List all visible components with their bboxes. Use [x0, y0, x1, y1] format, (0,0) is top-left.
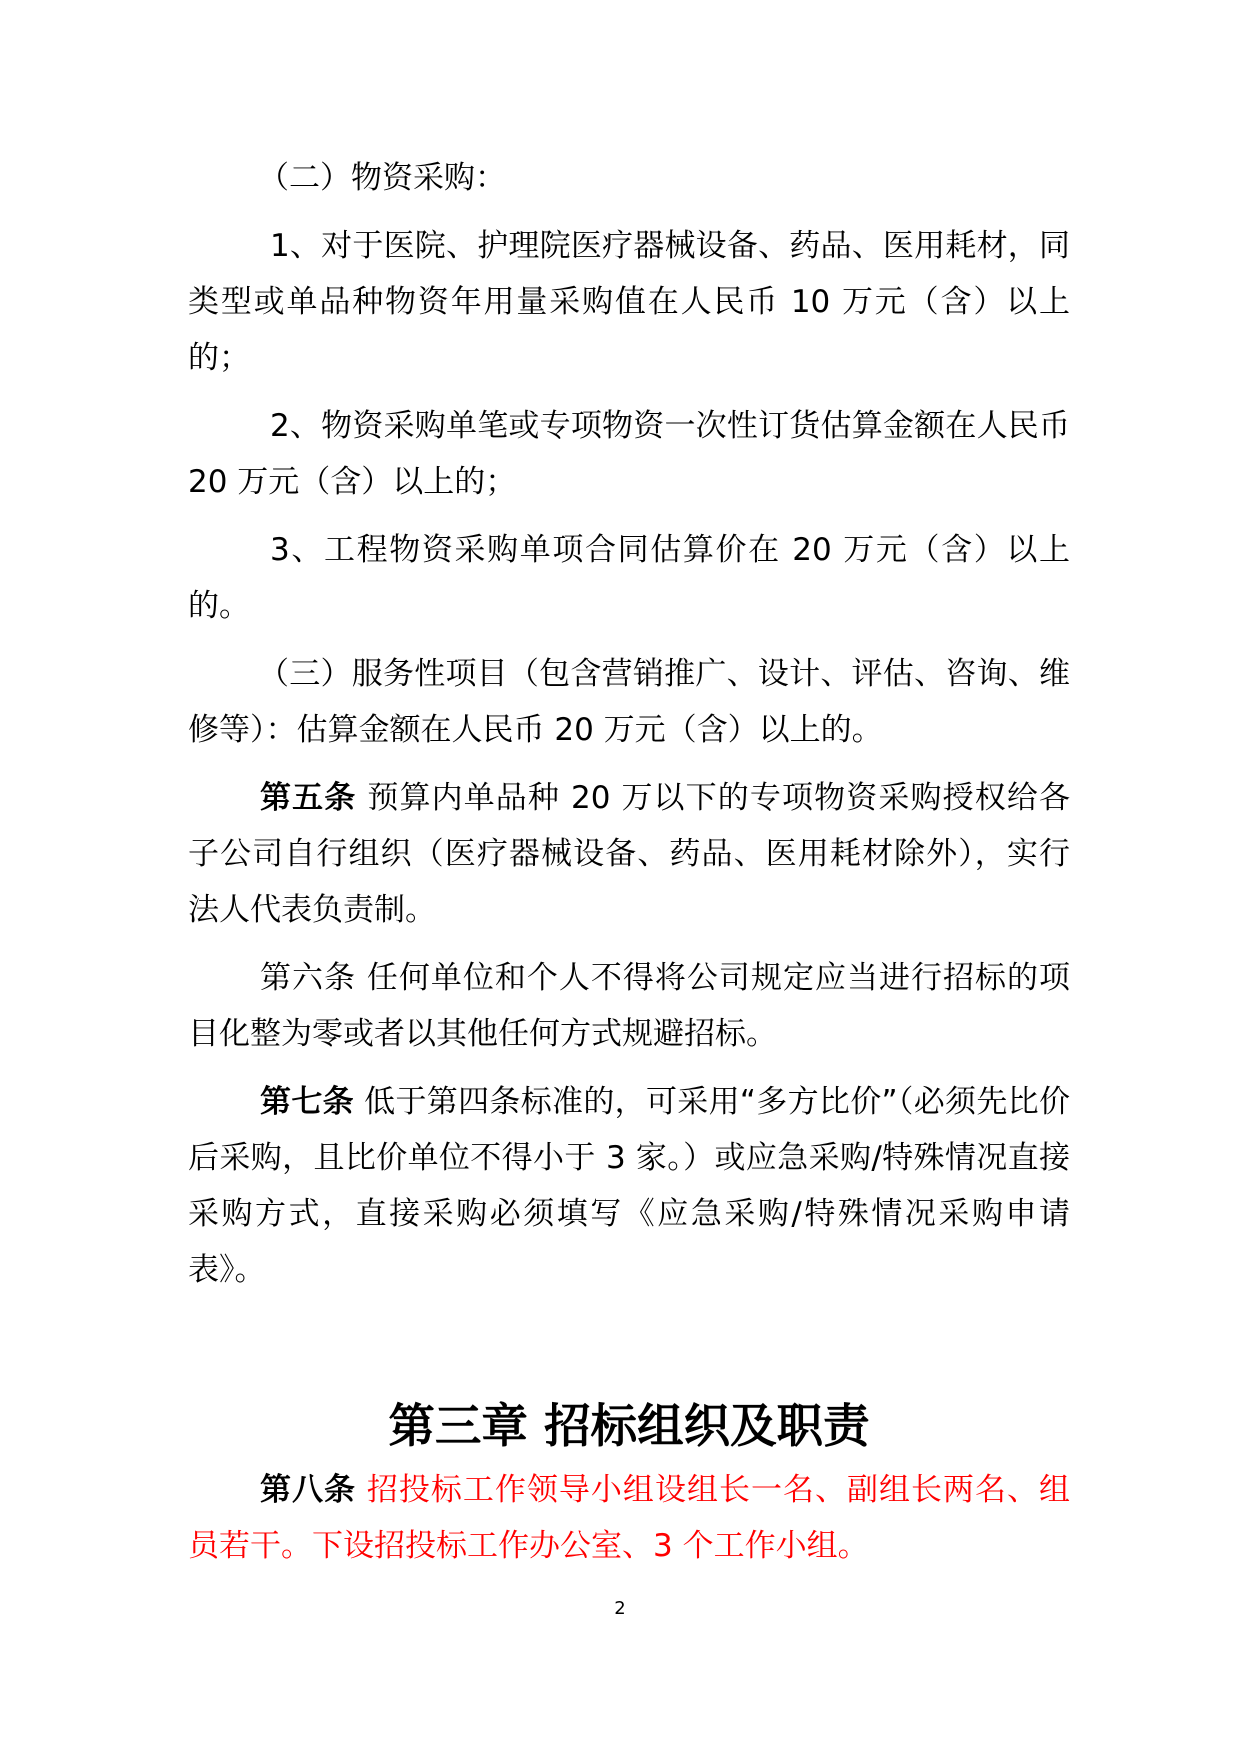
page-number: 2	[614, 1598, 626, 1619]
article-8-text: 招投标工作领导小组设组长一名、副组长两名、组员若干。下设招投标工作办公室、3 个工作小组。	[188, 1472, 1071, 1564]
chapter-3-title: 第三章 招标组织及职责	[388, 1399, 870, 1453]
article-7	[188, 1074, 1070, 1298]
page-content	[188, 150, 1070, 1586]
procurement-item-1: 1、对于医院、护理院医疗器械设备、药品、医用耗材，同类型或单品种物资年用量采购值在人民币 10 万元（含）以上的；	[188, 228, 1070, 376]
article-6: 第六条 任何单位和个人不得将公司规定应当进行招标的项目化整为零或者以其他任何方式规避招标。	[188, 960, 1070, 1052]
section-service-projects: （三）服务性项目（包含营销推广、设计、评估、咨询、维修等）：估算金额在人民币 20 万元（含）以上的。	[188, 656, 1070, 748]
article-7-text: 低于第四条标准的，可采用“多方比价”（必须先比价后采购，且比价单位不得小于 3 家。）或应急采购/特殊情况直接采购方式，直接采购必须填写《应急采购/特殊情况采购申请表》。	[188, 1084, 1070, 1288]
article-7-label: 第七条	[260, 1084, 354, 1120]
article-8	[188, 1462, 1070, 1574]
procurement-item-2: 2、物资采购单笔或专项物资一次性订货估算金额在人民币 20 万元（含）以上的；	[188, 408, 1070, 500]
section-material-procurement: （二）物资采购：	[258, 160, 506, 196]
procurement-item-3: 3、工程物资采购单项合同估算价在 20 万元（含）以上的。	[188, 532, 1070, 624]
article-5-text: 预算内单品种 20 万以下的专项物资采购授权给各子公司自行组织（医疗器械设备、药品、医用耗材除外），实行法人代表负责制。	[188, 780, 1070, 928]
article-8-label: 第八条	[260, 1472, 357, 1508]
article-5	[188, 770, 1070, 938]
article-5-label: 第五条	[260, 780, 357, 816]
